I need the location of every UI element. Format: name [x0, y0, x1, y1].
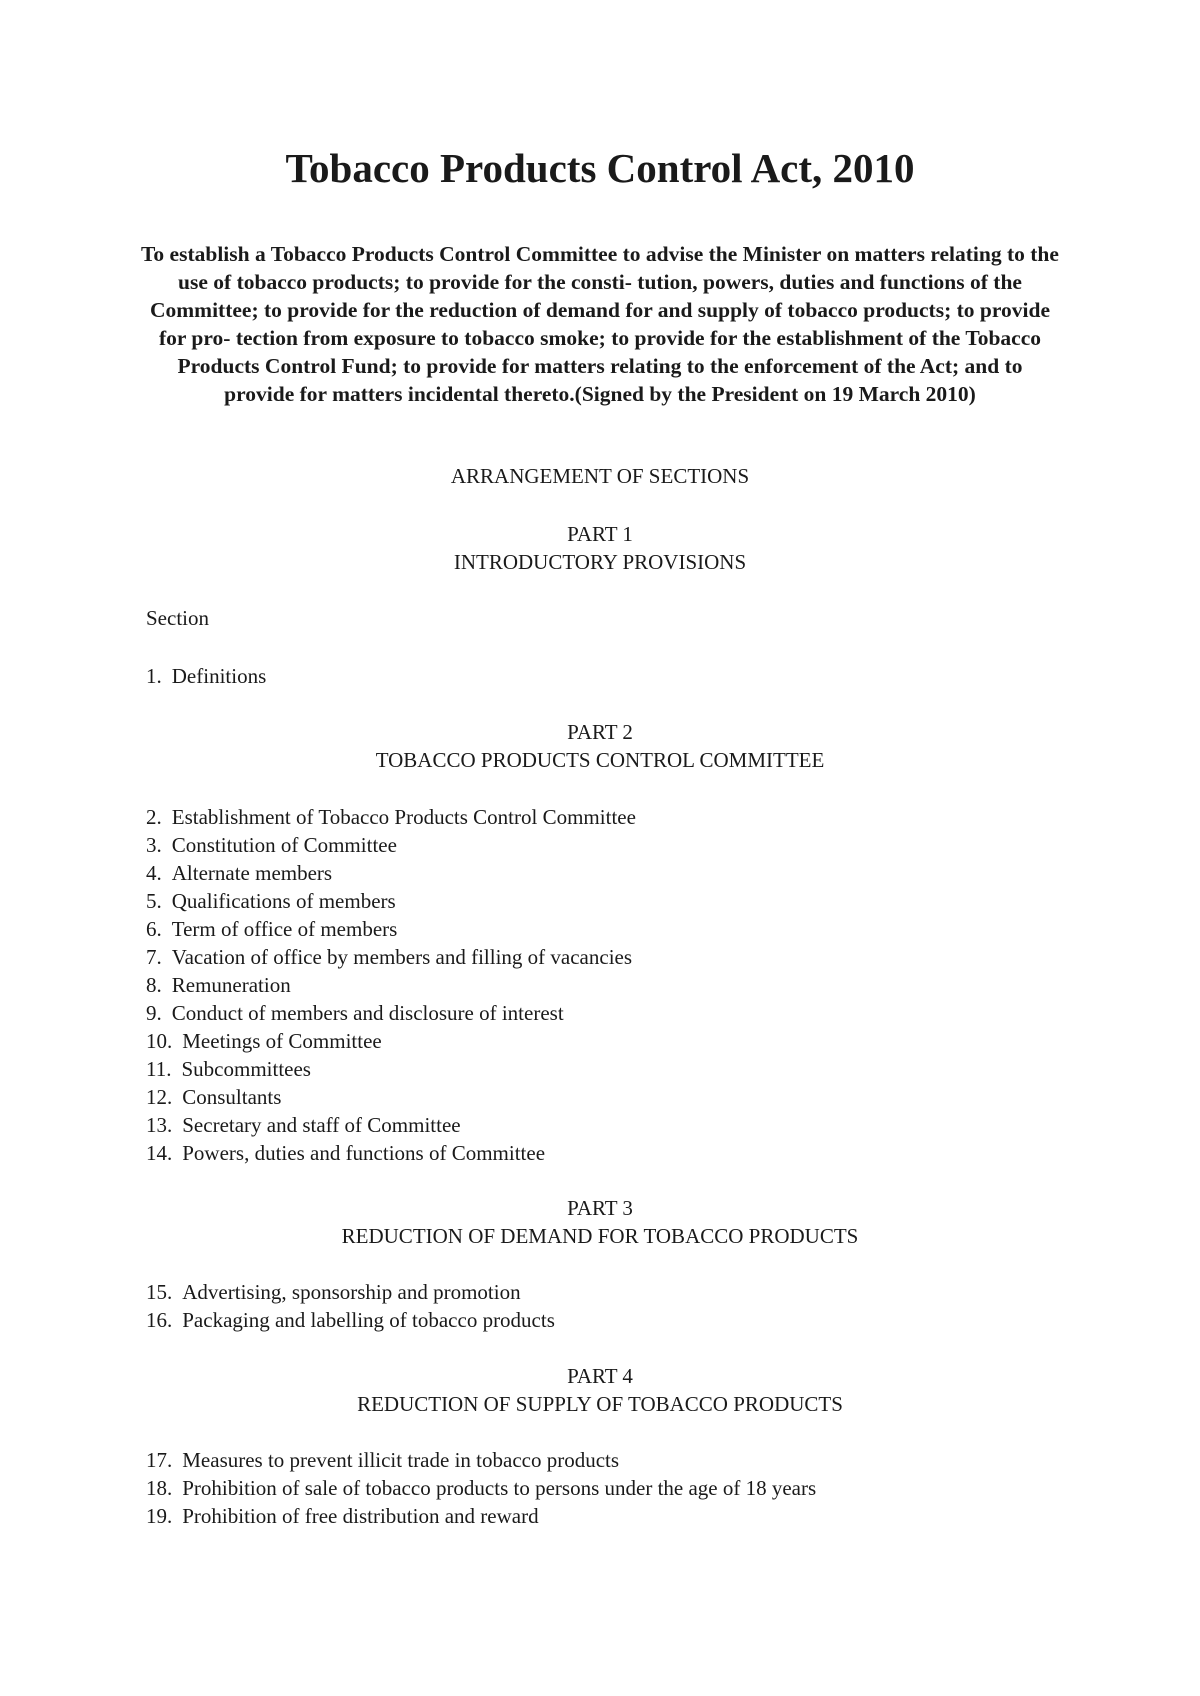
- section-title: Qualifications of members: [171, 889, 396, 913]
- toc-item: [146, 1083, 636, 1111]
- toc-item: [146, 943, 636, 971]
- section-number: 5.: [146, 889, 162, 913]
- section-number: 16.: [146, 1308, 173, 1332]
- section-title: Definitions: [171, 664, 267, 688]
- section-number: 9.: [146, 1001, 162, 1025]
- part-4-number: PART 4: [567, 1364, 633, 1388]
- part-2-number: PART 2: [567, 720, 633, 744]
- toc-item: [146, 999, 636, 1027]
- section-number: 6.: [146, 917, 162, 941]
- toc-item: [146, 1474, 816, 1502]
- section-number: 8.: [146, 973, 162, 997]
- section-title: Advertising, sponsorship and promotion: [182, 1280, 521, 1304]
- section-title: Packaging and labelling of tobacco products: [182, 1308, 555, 1332]
- section-number: 17.: [146, 1448, 173, 1472]
- part-1-heading: INTRODUCTORY PROVISIONS: [453, 550, 747, 574]
- toc-item: [146, 831, 636, 859]
- toc-item: [146, 803, 636, 831]
- section-label: Section: [146, 606, 209, 630]
- toc-item: [146, 1055, 636, 1083]
- section-number: 15.: [146, 1280, 173, 1304]
- toc-item: [146, 1111, 636, 1139]
- arrangement-heading: ARRANGEMENT OF SECTIONS: [450, 464, 750, 488]
- part-3-number: PART 3: [567, 1196, 633, 1220]
- toc-item: [146, 1502, 816, 1530]
- section-number: 19.: [146, 1504, 173, 1528]
- section-title: Meetings of Committee: [182, 1029, 382, 1053]
- toc-item: [146, 859, 636, 887]
- toc-item: [146, 915, 636, 943]
- toc-item: [146, 1139, 636, 1167]
- part-3-section-list: [146, 1278, 555, 1334]
- section-title: Measures to prevent illicit trade in tobacco products: [182, 1448, 620, 1472]
- toc-item: [146, 971, 636, 999]
- toc-item: [146, 887, 636, 915]
- section-title: Secretary and staff of Committee: [182, 1113, 461, 1137]
- part-2-section-list: [146, 803, 636, 1167]
- section-title: Conduct of members and disclosure of interest: [171, 1001, 564, 1025]
- part-4-heading: REDUCTION OF SUPPLY OF TOBACCO PRODUCTS: [357, 1392, 843, 1416]
- part-1-number: PART 1: [567, 522, 633, 546]
- section-number: 12.: [146, 1085, 173, 1109]
- document-title: Tobacco Products Control Act, 2010: [285, 145, 915, 191]
- part-4-section-list: [146, 1446, 816, 1530]
- section-number: 13.: [146, 1113, 173, 1137]
- section-title: Prohibition of free distribution and reward: [182, 1504, 539, 1528]
- section-title: Subcommittees: [181, 1057, 311, 1081]
- toc-item: [146, 1446, 816, 1474]
- part-1-section-list: [146, 662, 266, 690]
- preamble: To establish a Tobacco Products Control Committee to advise the Minister on matters relating to the use of tobacco products; to provide for the consti- tution, powers, duties and functions of the Committee; to provide for the reduction of demand for and supply of tobacco products; to provide for pro- tection from exposure to tobacco smoke; to provide for the establishment of the Tobacco Products Control Fund; to provide for matters relating to the enforcement of the Act; and to provide for matters incidental thereto.(Signed by the President on 19 March 2010): [141, 242, 1059, 406]
- section-number: 2.: [146, 805, 162, 829]
- section-number: 1.: [146, 664, 162, 688]
- section-number: 11.: [146, 1057, 172, 1081]
- section-title: Consultants: [182, 1085, 282, 1109]
- part-2-heading: TOBACCO PRODUCTS CONTROL COMMITTEE: [375, 748, 825, 772]
- section-title: Alternate members: [171, 861, 333, 885]
- section-title: Prohibition of sale of tobacco products to persons under the age of 18 years: [182, 1476, 817, 1500]
- section-number: 14.: [146, 1141, 173, 1165]
- toc-item: [146, 1278, 555, 1306]
- section-number: 4.: [146, 861, 162, 885]
- toc-item: [146, 1306, 555, 1334]
- section-title: Establishment of Tobacco Products Control Committee: [171, 805, 636, 829]
- toc-item: [146, 662, 266, 690]
- toc-item: [146, 1027, 636, 1055]
- section-number: 10.: [146, 1029, 173, 1053]
- section-number: 3.: [146, 833, 162, 857]
- section-number: 7.: [146, 945, 162, 969]
- section-title: Remuneration: [171, 973, 291, 997]
- part-3-heading: REDUCTION OF DEMAND FOR TOBACCO PRODUCTS: [341, 1224, 859, 1248]
- section-title: Powers, duties and functions of Committee: [182, 1141, 546, 1165]
- section-title: Term of office of members: [171, 917, 398, 941]
- section-title: Vacation of office by members and filling of vacancies: [171, 945, 633, 969]
- section-title: Constitution of Committee: [171, 833, 397, 857]
- section-number: 18.: [146, 1476, 173, 1500]
